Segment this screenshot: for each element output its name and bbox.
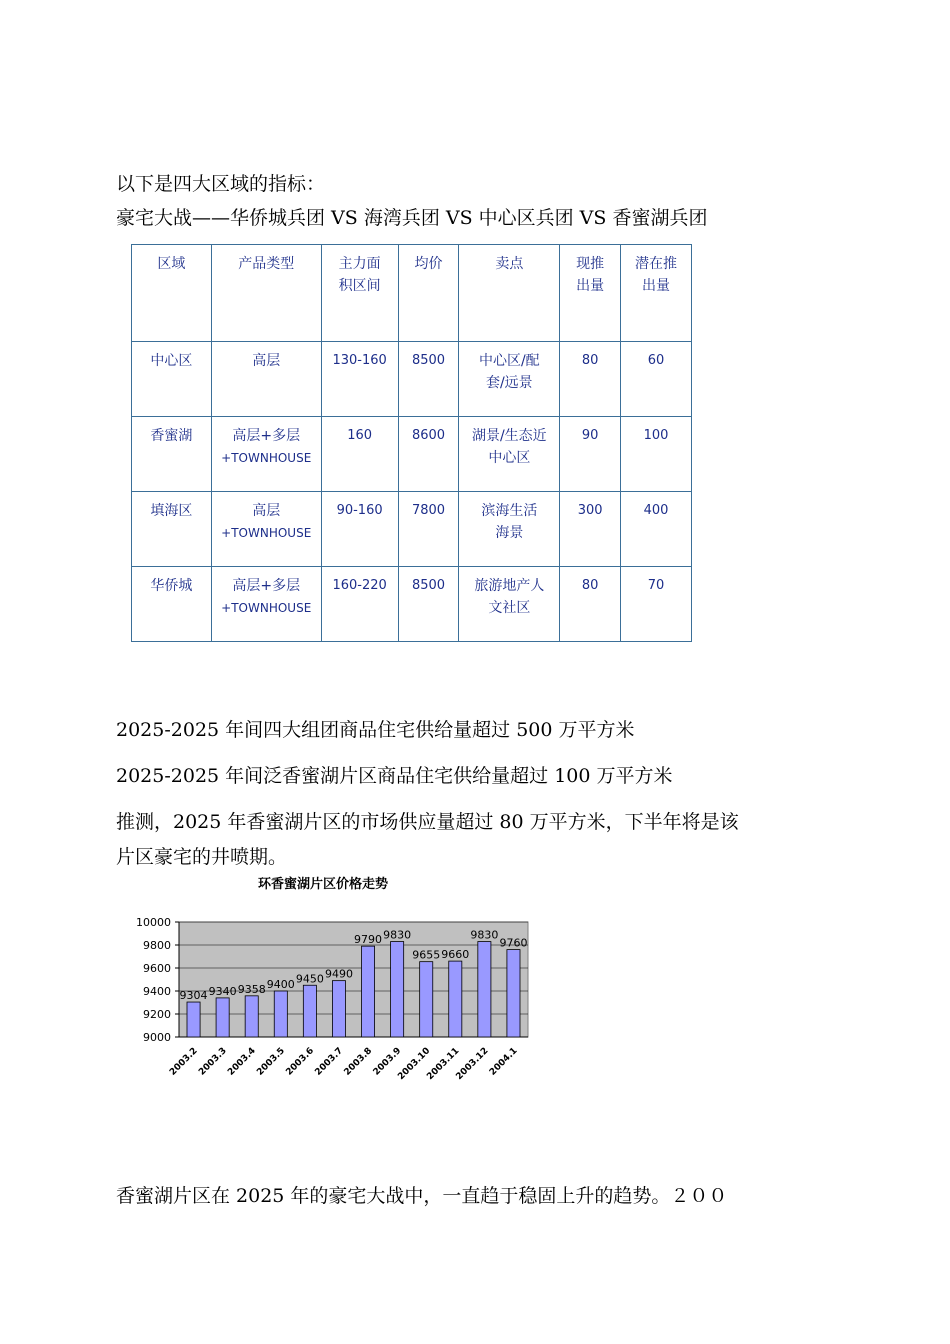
cell-size: 160 — [321, 417, 398, 492]
cell-type-main: 高层 — [252, 503, 281, 519]
cell-area: 香蜜湖 — [132, 417, 212, 492]
chart-title: 环香蜜湖片区价格走势 — [258, 877, 389, 892]
data-label: 9490 — [324, 967, 353, 981]
cell-type-sub: +TOWNHOUSE — [221, 526, 312, 540]
price-trend-chart — [125, 872, 565, 1112]
table-row — [132, 492, 692, 567]
y-tick-label: 10000 — [136, 916, 171, 929]
data-label: 9760 — [499, 936, 528, 950]
paragraph-supply-xiangmihu: 2025-2025 年间泛香蜜湖片区商品住宅供给量超过 100 万平方米 — [116, 765, 673, 787]
bar — [449, 961, 462, 1037]
data-label: 9358 — [237, 982, 266, 996]
cell-type — [211, 492, 321, 567]
battle-title: 豪宅大战——华侨城兵团 VS 海湾兵团 VS 中心区兵团 VS 香蜜湖兵团 — [116, 207, 708, 229]
cell-potential-supply: 60 — [621, 342, 692, 417]
bar — [332, 981, 345, 1037]
header-selling-point: 卖点 — [459, 245, 560, 342]
x-tick-label: 2003.12 — [454, 1046, 491, 1083]
y-tick-label: 9400 — [143, 985, 171, 998]
cell-size: 130-160 — [321, 342, 398, 417]
data-label: 9450 — [295, 972, 324, 986]
bar — [507, 950, 520, 1037]
cell-current-supply: 300 — [560, 492, 621, 567]
cell-selling-point: 湖景/生态近中心区 — [459, 417, 560, 492]
data-label: 9400 — [266, 978, 295, 991]
cell-price: 8500 — [398, 567, 459, 642]
y-tick-label: 9200 — [143, 1008, 171, 1021]
cell-type-sub: +TOWNHOUSE — [221, 601, 312, 615]
cell-potential-supply: 70 — [621, 567, 692, 642]
cell-current-supply: 80 — [560, 342, 621, 417]
table-row — [132, 417, 692, 492]
y-tick-label: 9800 — [143, 939, 171, 952]
cell-type-main: 高层+多层 — [232, 428, 301, 444]
data-label: 9655 — [412, 948, 441, 962]
x-tick-label: 2003.8 — [342, 1046, 375, 1078]
bar — [303, 985, 316, 1037]
data-label: 9304 — [179, 989, 208, 1003]
x-tick-label: 2003.3 — [197, 1046, 229, 1078]
cell-area: 中心区 — [132, 342, 212, 417]
x-tick-label: 2003.5 — [255, 1046, 287, 1078]
x-tick-label: 2003.9 — [371, 1046, 404, 1078]
paragraph-forecast-line2: 片区豪宅的井喷期。 — [116, 846, 288, 868]
zone-indicator-table — [131, 244, 692, 642]
cell-potential-supply: 400 — [621, 492, 692, 567]
x-tick-label: 2003.7 — [313, 1046, 346, 1078]
cell-type — [211, 342, 321, 417]
x-tick-label: 2003.4 — [226, 1046, 258, 1078]
bar — [420, 962, 433, 1037]
table-row — [132, 342, 692, 417]
cell-type-main: 高层+多层 — [232, 578, 301, 594]
cell-potential-supply: 100 — [621, 417, 692, 492]
cell-selling-point: 旅游地产人文社区 — [459, 567, 560, 642]
x-tick-label: 2003.2 — [168, 1046, 200, 1078]
table-header-row — [132, 245, 692, 342]
cell-price: 8500 — [398, 342, 459, 417]
table-row — [132, 567, 692, 642]
closing-paragraph: 香蜜湖片区在 2025 年的豪宅大战中，一直趋于稳固上升的趋势。２００ — [116, 1185, 728, 1207]
bar — [478, 942, 491, 1037]
cell-area: 填海区 — [132, 492, 212, 567]
header-type: 产品类型 — [211, 245, 321, 342]
header-area: 区域 — [132, 245, 212, 342]
intro-text: 以下是四大区域的指标： — [116, 173, 326, 195]
y-tick-label: 9000 — [143, 1031, 171, 1044]
bar — [274, 991, 287, 1037]
x-tick-label: 2003.10 — [396, 1046, 433, 1083]
bar — [391, 942, 404, 1037]
cell-selling-point: 中心区/配套/远景 — [459, 342, 560, 417]
bar — [187, 1002, 200, 1037]
paragraph-forecast-line1: 推测，2025 年香蜜湖片区的市场供应量超过 80 万平方米，下半年将是该 — [116, 811, 739, 833]
cell-current-supply: 80 — [560, 567, 621, 642]
price-trend-chart-svg — [125, 872, 565, 1112]
header-potential-supply: 潜在推出量 — [621, 245, 692, 342]
cell-area: 华侨城 — [132, 567, 212, 642]
paragraph-supply-four-groups: 2025-2025 年间四大组团商品住宅供给量超过 500 万平方米 — [116, 719, 635, 741]
zone-table-container — [131, 244, 692, 642]
bar — [216, 998, 229, 1037]
cell-size: 160-220 — [321, 567, 398, 642]
cell-price: 7800 — [398, 492, 459, 567]
header-current-supply: 现推出量 — [560, 245, 621, 342]
bar — [245, 996, 258, 1037]
x-tick-label: 2003.11 — [425, 1046, 462, 1083]
cell-type — [211, 567, 321, 642]
cell-price: 8600 — [398, 417, 459, 492]
cell-size: 90-160 — [321, 492, 398, 567]
y-tick-label: 9600 — [143, 962, 171, 975]
data-label: 9790 — [354, 933, 383, 947]
cell-selling-point: 滨海生活海景 — [459, 492, 560, 567]
data-label: 9340 — [208, 984, 237, 998]
x-tick-label: 2004.1 — [487, 1046, 520, 1078]
bar — [361, 946, 374, 1037]
data-label: 9830 — [383, 928, 412, 942]
header-price: 均价 — [398, 245, 459, 342]
data-label: 9660 — [441, 948, 470, 962]
x-tick-label: 2003.6 — [284, 1046, 316, 1078]
cell-type — [211, 417, 321, 492]
cell-type-sub: +TOWNHOUSE — [221, 451, 312, 465]
cell-type-main: 高层 — [252, 353, 281, 369]
cell-current-supply: 90 — [560, 417, 621, 492]
header-size: 主力面积区间 — [321, 245, 398, 342]
data-label: 9830 — [470, 928, 499, 942]
